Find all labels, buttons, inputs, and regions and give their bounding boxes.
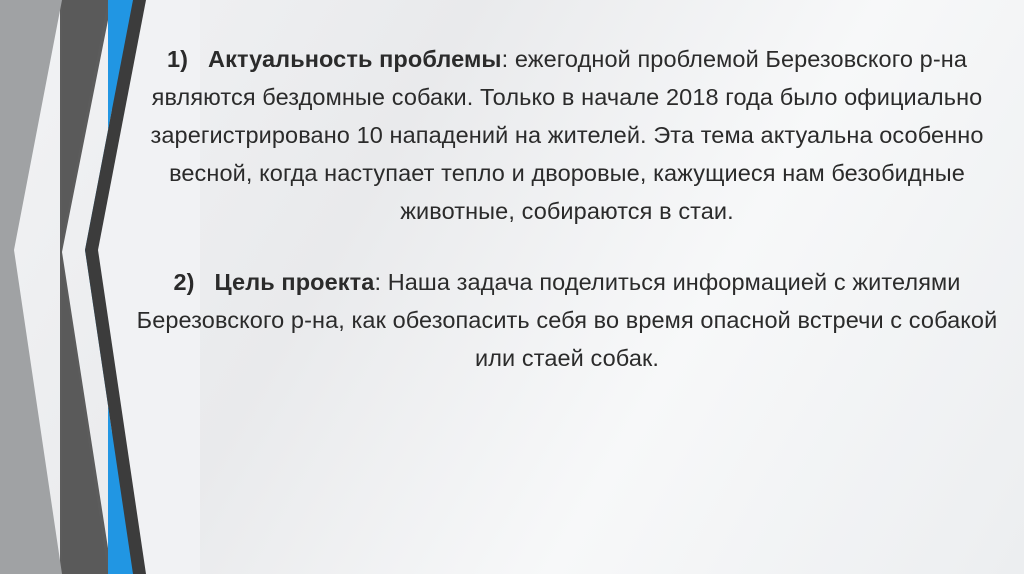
paragraph-1 [128,40,1006,230]
paragraph-1-lead: Актуальность проблемы [208,46,502,72]
paragraph-1-number: 1) [167,46,189,72]
slide-content [118,0,1024,574]
paragraph-2-lead: Цель проекта [214,269,375,295]
paragraph-2-body: : Наша задача поделиться информацией с жителями Березовского р-на, как обезопасить себя во время опасной встречи с собакой или стаей собак. [136,269,998,371]
paragraph-2-number: 2) [173,269,195,295]
text-block [118,40,1024,377]
paragraph-2 [128,263,1006,377]
paragraph-1-body: : ежегодной проблемой Березовского р-на являются бездомные собаки. Только в начале 2018 года было официально зарегистрировано 10 нападений на жителей. Эта тема актуальна особенно весной, когда наступает тепло и дворовые, кажущиеся нам безобидные животные, собираются в стаи. [150,46,984,224]
